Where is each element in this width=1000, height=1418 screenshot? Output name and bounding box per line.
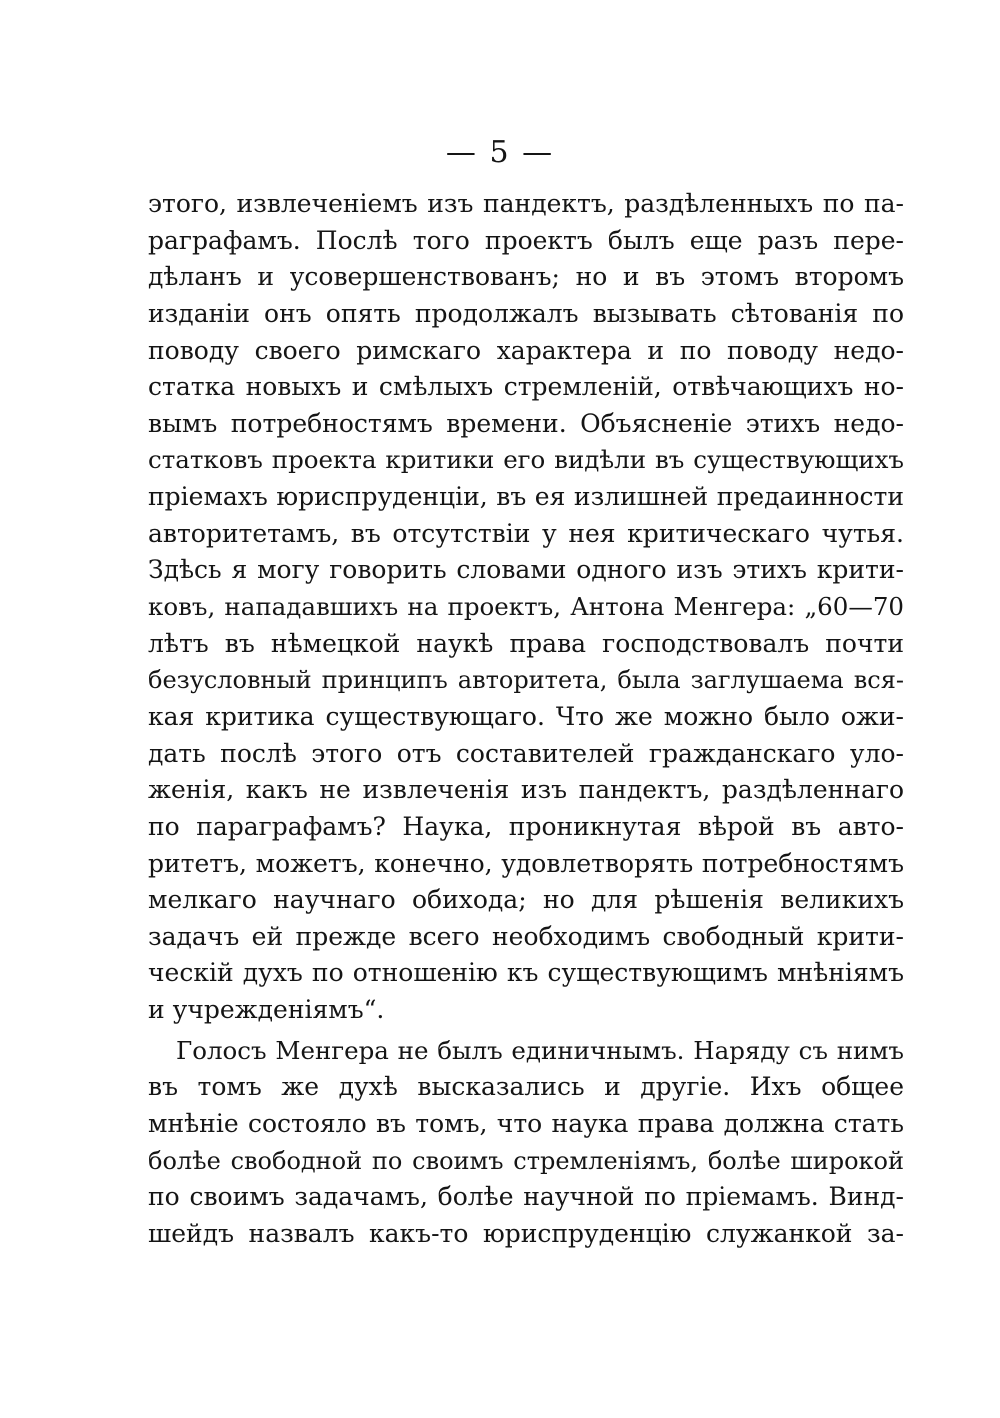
text-line: ческій духъ по отношенію къ существующимъ мнѣніямъ	[148, 958, 904, 988]
text-line: шейдъ назвалъ какъ-то юриспруденцію служанкой за-	[148, 1218, 904, 1248]
text-line: по своимъ задачамъ, болѣе научной по пріемамъ. Винд-	[148, 1182, 904, 1212]
text-line: и учрежденіямъ“.	[148, 995, 385, 1025]
paragraph-1	[148, 186, 904, 1029]
text-line: изданіи онъ опять продолжалъ вызывать сѣтованія по	[148, 298, 904, 328]
text-line: вымъ потребностямъ времени. Объясненіе этихъ недо-	[148, 408, 904, 438]
text-line: пріемахъ юриспруденціи, въ ея излишней предаинности	[148, 482, 904, 512]
text-line: Голосъ Менгера не былъ единичнымъ. Наряду съ нимъ	[176, 1035, 904, 1065]
text-line: раграфамъ. Послѣ того проектъ былъ еще разъ пере-	[148, 225, 904, 255]
text-line: задачъ ей прежде всего необходимъ свободный крити-	[148, 921, 904, 951]
text-line: въ томъ же духѣ высказались и другіе. Ихъ общее	[148, 1072, 904, 1102]
text-line: этого, извлеченіемъ изъ пандектъ, раздѣленныхъ по па-	[148, 189, 904, 218]
text-line: дѣланъ и усовершенствованъ; но и въ этомъ второмъ	[148, 262, 904, 292]
text-line: Здѣсь я могу говорить словами одного изъ этихъ крити-	[148, 555, 904, 585]
text-line: безусловный принципъ авторитета, была заглушаема вся-	[148, 666, 904, 695]
text-line: авторитетамъ, въ отсутствіи у нея критическаго чутья.	[148, 518, 904, 548]
text-line: статковъ проекта критики его видѣли въ существующихъ	[148, 445, 904, 475]
text-line: мнѣніе состояло въ томъ, что наука права должна стать	[148, 1109, 904, 1139]
paragraph-2	[148, 1033, 904, 1253]
text-line: поводу своего римскаго характера и по поводу недо-	[148, 335, 904, 365]
text-line: дать послѣ этого отъ составителей гражданскаго уло-	[148, 738, 904, 768]
text-line: лѣтъ въ нѣмецкой наукѣ права господствовалъ почти	[148, 628, 904, 658]
text-line: ритетъ, можетъ, конечно, удовлетворять потребностямъ	[148, 848, 904, 878]
text-line: болѣе свободной по своимъ стремленіямъ, болѣе широкой	[148, 1146, 904, 1175]
text-line: ковъ, нападавшихъ на проектъ, Антона Менгера: „60—70	[148, 592, 904, 622]
text-line: мелкаго научнаго обихода; но для рѣшенія великихъ	[148, 885, 904, 915]
page-number: — 5 —	[445, 135, 555, 170]
text-line: кая критика существующаго. Что же можно было ожи-	[148, 701, 904, 731]
body-text	[148, 186, 904, 1253]
text-line: статка новыхъ и смѣлыхъ стремленій, отвѣчающихъ но-	[148, 372, 904, 402]
text-line: женія, какъ не извлеченія изъ пандектъ, раздѣленнаго	[148, 775, 904, 805]
text-line: по параграфамъ? Наука, проникнутая вѣрой въ авто-	[148, 811, 904, 841]
